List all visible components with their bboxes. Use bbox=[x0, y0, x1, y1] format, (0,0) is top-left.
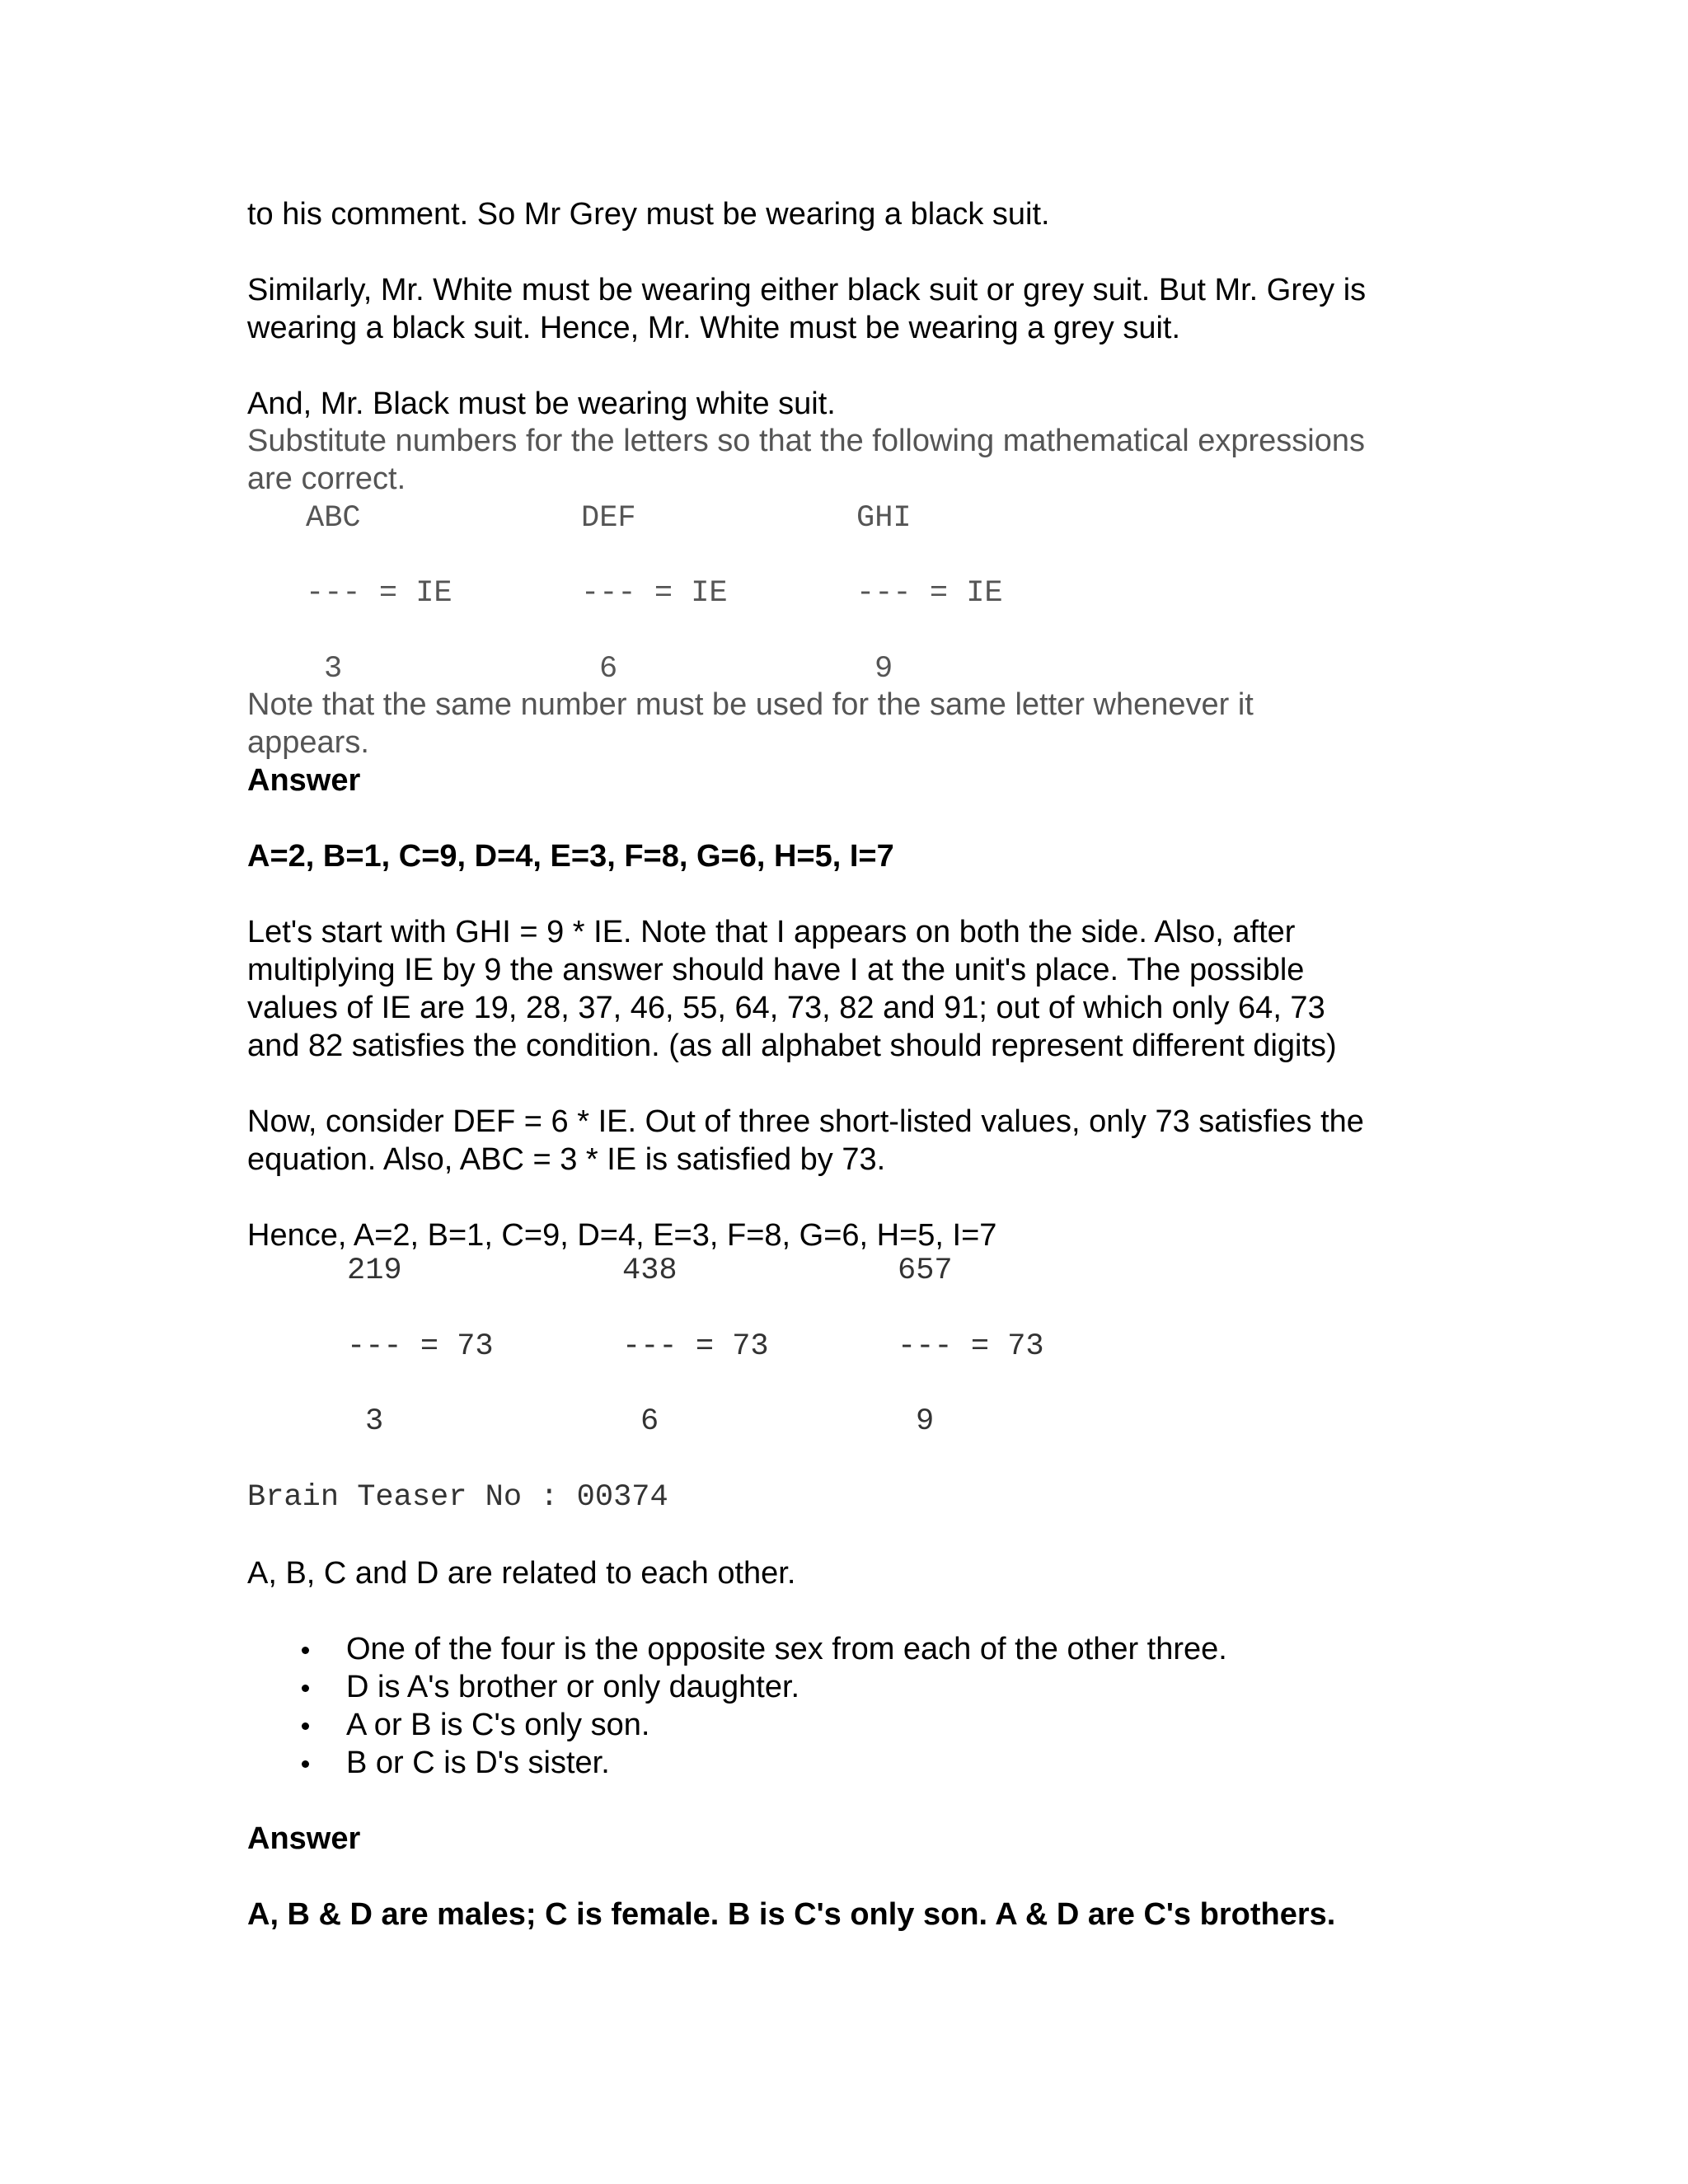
explanation1-line1: Let's start with GHI = 9 * IE. Note that I appears on both the side. Also, after bbox=[247, 915, 1296, 949]
puzzle-denominator-3: 9 bbox=[874, 652, 893, 687]
solution-denominator-1: 3 bbox=[365, 1404, 384, 1439]
solution-equation-3: --- = 73 bbox=[898, 1329, 1044, 1364]
puzzle-denominator-2: 6 bbox=[599, 652, 618, 687]
note-line1: Note that the same number must be used for the same letter whenever it bbox=[247, 687, 1254, 722]
solution-numerator-1: 219 bbox=[347, 1254, 402, 1288]
bullet-icon bbox=[302, 1722, 309, 1730]
list-item-text: B or C is D's sister. bbox=[346, 1746, 610, 1780]
question-line1: Substitute numbers for the letters so that the following mathematical expressions bbox=[247, 424, 1366, 458]
list-item-text: One of the four is the opposite sex from each of the other three. bbox=[346, 1632, 1227, 1666]
puzzle-equation-1: --- = IE bbox=[306, 576, 452, 611]
solution-numerator-2: 438 bbox=[622, 1254, 678, 1288]
paragraph-white-suit-line2: wearing a black suit. Hence, Mr. White must be wearing a grey suit. bbox=[247, 311, 1181, 345]
teaser-number: Brain Teaser No : 00374 bbox=[247, 1480, 668, 1515]
paragraph-suit-conclusion: to his comment. So Mr Grey must be wearing a black suit. bbox=[247, 197, 1050, 232]
solution-equation-1: --- = 73 bbox=[347, 1329, 494, 1364]
puzzle-equation-2: --- = IE bbox=[581, 576, 728, 611]
explanation1-line3: values of IE are 19, 28, 37, 46, 55, 64, 73, 82 and 91; out of which only 64, 73 bbox=[247, 991, 1325, 1025]
document-page bbox=[247, 0, 1533, 2184]
hence-values: Hence, A=2, B=1, C=9, D=4, E=3, F=8, G=6, H=5, I=7 bbox=[247, 1218, 997, 1253]
solution-denominator-3: 9 bbox=[916, 1404, 935, 1439]
explanation2-line1: Now, consider DEF = 6 * IE. Out of three short-listed values, only 73 satisfies the bbox=[247, 1104, 1364, 1139]
list-item-text: D is A's brother or only daughter. bbox=[346, 1670, 800, 1704]
puzzle-denominator-1: 3 bbox=[324, 652, 343, 687]
list-item-text: A or B is C's only son. bbox=[346, 1708, 650, 1742]
answer-heading-2: Answer bbox=[247, 1821, 361, 1856]
teaser-intro: A, B, C and D are related to each other. bbox=[247, 1556, 796, 1591]
question-line2: are correct. bbox=[247, 462, 406, 496]
solution-denominator-2: 6 bbox=[640, 1404, 659, 1439]
bullet-icon bbox=[302, 1685, 309, 1692]
bullet-icon bbox=[302, 1760, 309, 1768]
paragraph-white-suit-line1: Similarly, Mr. White must be wearing either black suit or grey suit. But Mr. Grey is bbox=[247, 273, 1367, 307]
explanation1-line2: multiplying IE by 9 the answer should have I at the unit's place. The possible bbox=[247, 953, 1305, 987]
puzzle-equation-3: --- = IE bbox=[856, 576, 1003, 611]
note-line2: appears. bbox=[247, 725, 369, 760]
answer-relations: A, B & D are males; C is female. B is C's only son. A & D are C's brothers. bbox=[247, 1897, 1336, 1932]
explanation2-line2: equation. Also, ABC = 3 * IE is satisfied by 73. bbox=[247, 1142, 886, 1177]
puzzle-numerator-1: ABC bbox=[306, 501, 361, 536]
bullet-icon bbox=[302, 1647, 309, 1654]
answer-values: A=2, B=1, C=9, D=4, E=3, F=8, G=6, H=5, I=7 bbox=[247, 839, 894, 874]
answer-heading-1: Answer bbox=[247, 763, 361, 798]
paragraph-black-suit: And, Mr. Black must be wearing white suit. bbox=[247, 387, 836, 421]
puzzle-numerator-2: DEF bbox=[581, 501, 636, 536]
puzzle-numerator-3: GHI bbox=[856, 501, 912, 536]
explanation1-line4: and 82 satisfies the condition. (as all alphabet should represent different digits) bbox=[247, 1029, 1337, 1063]
solution-equation-2: --- = 73 bbox=[622, 1329, 769, 1364]
solution-numerator-3: 657 bbox=[898, 1254, 953, 1288]
